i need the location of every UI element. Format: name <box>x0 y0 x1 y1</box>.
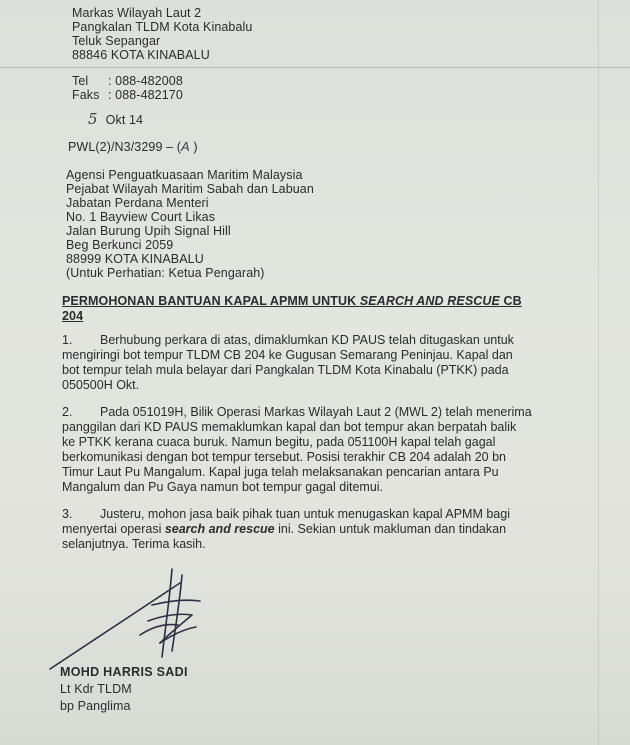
address-line: 88846 KOTA KINABALU <box>72 48 210 62</box>
paragraph-text: menyertai operasi <box>62 522 165 536</box>
reference-handwritten-suffix: A <box>180 139 190 154</box>
paragraph-3 <box>62 507 592 552</box>
subject-italic: SEARCH AND RESCUE <box>359 294 500 308</box>
paragraph-line: berkomunikasi dengan bot tempur tersebut. Posisi terakhir CB 204 adalah 20 bn <box>62 450 507 464</box>
address-line: Pangkalan TLDM Kota Kinabalu <box>72 20 253 34</box>
recipient-line: No. 1 Bayview Court Likas <box>66 210 216 224</box>
paragraph-line: ke PTKK kerana cuaca buruk. Namun begitu, pada 051100H kapal telah gagal <box>62 435 496 449</box>
tel-row <box>72 74 183 88</box>
tel-label: Tel <box>72 74 89 88</box>
subject-suffix: CB <box>499 294 522 308</box>
contact-info <box>72 74 183 102</box>
paragraph-text: Berhubung perkara di atas, dimaklumkan KD PAUS telah ditugaskan untuk <box>100 333 514 347</box>
recipient-line: Beg Berkunci 2059 <box>66 238 174 252</box>
signatory-role: bp Panglima <box>60 699 131 713</box>
recipient-line: (Untuk Perhatian: Ketua Pengarah) <box>66 266 265 280</box>
paragraph-text: ini. Sekian untuk makluman dan tindakan <box>274 522 507 536</box>
handwritten-signature <box>40 565 220 675</box>
paragraph-2 <box>62 405 592 495</box>
fax-label: Faks <box>72 88 100 102</box>
subject-line-2: 204 <box>62 309 84 323</box>
recipient-line: Jalan Burung Upih Signal Hill <box>66 224 231 238</box>
address-line: Teluk Sepangar <box>72 34 161 48</box>
recipient-line: 88999 KOTA KINABALU <box>66 252 204 266</box>
paragraph-line: 050500H Okt. <box>62 378 140 392</box>
recipient-line: Agensi Penguatkuasaan Maritim Malaysia <box>66 168 303 182</box>
paragraph-line: selanjutnya. Terima kasih. <box>62 537 206 551</box>
reference-close: ) <box>189 140 198 154</box>
recipient-line: Jabatan Perdana Menteri <box>66 196 209 210</box>
reference-number <box>68 140 198 154</box>
paragraph-line: Timur Laut Pu Mangalum. Kapal juga telah melaksanakan pencarian antara Pu <box>62 465 499 479</box>
date-handwritten-day: 5 <box>88 110 98 128</box>
paragraph-line: Mangalum dan Pu Gaya namun bot tempur gagal ditemui. <box>62 480 384 494</box>
paragraph-line <box>62 405 592 420</box>
address-line: Markas Wilayah Laut 2 <box>72 6 202 20</box>
paragraph-line: mengiringi bot tempur TLDM CB 204 ke Gugusan Semarang Peninjau. Kapal dan <box>62 348 513 362</box>
date-month-year: Okt 14 <box>105 113 144 127</box>
fax-row <box>72 88 183 102</box>
tel-value: : 088-482008 <box>108 74 183 88</box>
fold-line-vertical <box>598 0 599 745</box>
sender-address <box>72 6 252 62</box>
subject-prefix: PERMOHONAN BANTUAN KAPAL APMM UNTUK <box>62 294 360 308</box>
paragraph-italic-text: search and rescue <box>164 522 275 536</box>
paragraph-line <box>62 333 592 348</box>
signatory-name: MOHD HARRIS SADI <box>60 665 188 679</box>
paragraph-text: Justeru, mohon jasa baik pihak tuan untuk menugaskan kapal APMM bagi <box>100 507 510 521</box>
paragraph-number: 3. <box>62 507 73 521</box>
letter-date <box>88 112 143 127</box>
subject-line-1 <box>62 294 562 309</box>
paragraph-1 <box>62 333 592 393</box>
paragraph-line <box>62 507 592 522</box>
subject-heading <box>62 294 562 324</box>
paragraph-line <box>62 522 592 537</box>
fold-line <box>0 67 630 68</box>
paragraph-number: 2. <box>62 405 73 419</box>
signatory <box>60 664 188 715</box>
paragraph-line: bot tempur telah mula belayar dari Pangkalan TLDM Kota Kinabalu (PTKK) pada <box>62 363 509 377</box>
fax-value: : 088-482170 <box>108 88 183 102</box>
signatory-rank: Lt Kdr TLDM <box>60 682 132 696</box>
recipient-line: Pejabat Wilayah Maritim Sabah dan Labuan <box>66 182 314 196</box>
paragraph-text: Pada 051019H, Bilik Operasi Markas Wilayah Laut 2 (MWL 2) telah menerima <box>100 405 532 419</box>
recipient-address <box>66 168 314 280</box>
reference-prefix: PWL(2)/N3/3299 – ( <box>68 140 181 154</box>
paragraph-number: 1. <box>62 333 73 347</box>
paragraph-line: panggilan dari KD PAUS memaklumkan kapal dan bot tempur akan berpatah balik <box>62 420 517 434</box>
